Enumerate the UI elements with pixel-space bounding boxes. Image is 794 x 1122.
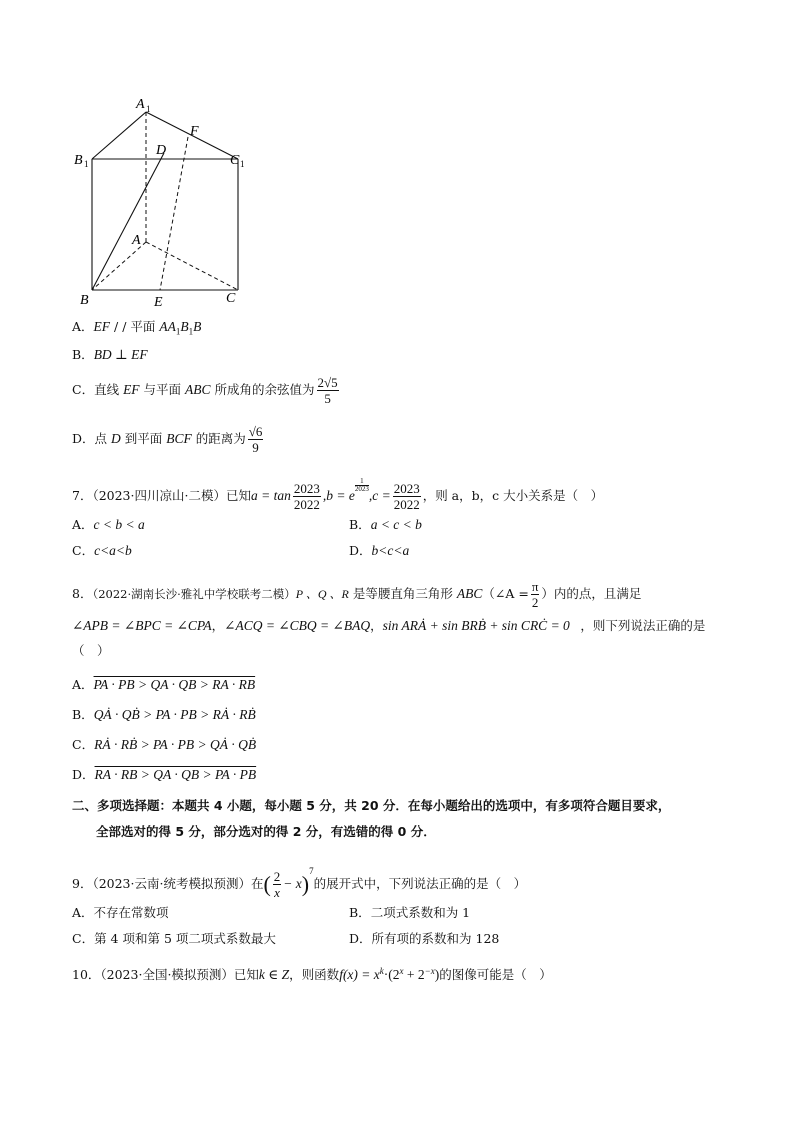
label-d: D [156, 143, 167, 158]
q8-paren: （ ） [72, 643, 110, 658]
label-b: B [80, 293, 89, 308]
q9-option-b[interactable]: B．二项式系数和为 1 [349, 905, 471, 920]
svg-text:1: 1 [240, 159, 245, 169]
q6-option-a[interactable]: A．EF / / 平面 $AA_1B_1B$ [72, 319, 202, 337]
q6-option-b[interactable]: B．BD ⊥ EF [72, 347, 148, 362]
q8-option-a[interactable]: A．PA · PB > QA · QB > RA · RB [72, 677, 256, 692]
label-a1: A [136, 97, 145, 112]
q6-option-c[interactable]: C．直线 EF 与平面 ABC 所成角的余弦值为 $\frac{2√5}{5}$ [72, 375, 338, 406]
q9-option-d[interactable]: D．所有项的系数和为 128 [349, 931, 500, 946]
svg-text:1: 1 [84, 159, 89, 169]
section2-heading: 二、多项选择题：本题共 4 小题，每小题 5 分，共 20 分．在每小题给出的选项中，有多项符合题目要求， [72, 798, 671, 813]
q7-option-c[interactable]: C．c<a<b [72, 543, 132, 558]
q6-option-d[interactable]: D．点 D 到平面 BCF 的距离为 $\frac{√6}{9}$ [72, 424, 263, 455]
fraction: $\frac{√6}{9}$ [248, 424, 263, 455]
q8-stem-line1: 8．（2022·湖南长沙·雅礼中学校联考二模）P 、Q 、R 是等腰直角三角形 ABC（∠A = $\frac{\pi}{2}$ ）内的点，且满足 [72, 579, 642, 610]
prism-figure [70, 90, 330, 320]
q7-option-a[interactable]: A．c < b < a [72, 517, 145, 532]
q8-option-d[interactable]: D．RA · RB > QA · QB > PA · PB [72, 767, 257, 782]
q7-stem: 7．（2023·四川凉山·二模）已知a = tan $\frac{2023}{2022}$ ,b = e $\frac{1}{2023}$ ,c = $\frac{2023}{2022}$ ，则 a，b，c 大小关系是（ ） [72, 477, 604, 512]
q10-stem: 10．（2023·全国·模拟预测）已知k ∈ Z，则函数$f(x) = x^k\cdot(2^x + 2^{-x})$的图像可能是（ ） [72, 966, 552, 983]
q7-option-d[interactable]: D．b<c<a [349, 543, 410, 558]
q8-option-b[interactable]: B．QȦ · QḂ > PA · PB > RȦ · RḂ [72, 707, 256, 722]
label-b1: B [74, 153, 83, 168]
q8-stem-line2: ∠APB = ∠BPC = ∠CPA，∠ACQ = ∠CBQ = ∠BAQ，sin ARȦ + sin BRḂ + sin CRĊ = 0⃗，则下列说法正确的是 [72, 618, 706, 633]
label-c1: C [230, 153, 240, 168]
q9-option-a[interactable]: A．不存在常数项 [72, 905, 169, 920]
label-f: F [190, 124, 199, 139]
label-c: C [226, 291, 236, 306]
svg-text:1: 1 [146, 104, 151, 114]
q8-option-c[interactable]: C．RȦ · RḂ > PA · PB > QȦ · QḂ [72, 737, 257, 752]
q7-option-b[interactable]: B．a < c < b [349, 517, 422, 532]
q9-stem: 9．（2023·云南·统考模拟预测）在( $\frac{2}{x}$ − x)$^7$的展开式中，下列说法正确的是（ ） [72, 866, 527, 900]
fraction: $\frac{2√5}{5}$ [317, 375, 338, 406]
label-e: E [154, 295, 163, 310]
label-a: A [132, 233, 141, 248]
q9-option-c[interactable]: C．第 4 项和第 5 项二项式系数最大 [72, 931, 276, 946]
section2-heading-cont: 全部选对的得 5 分，部分选对的得 2 分，有选错的得 0 分． [96, 824, 436, 839]
